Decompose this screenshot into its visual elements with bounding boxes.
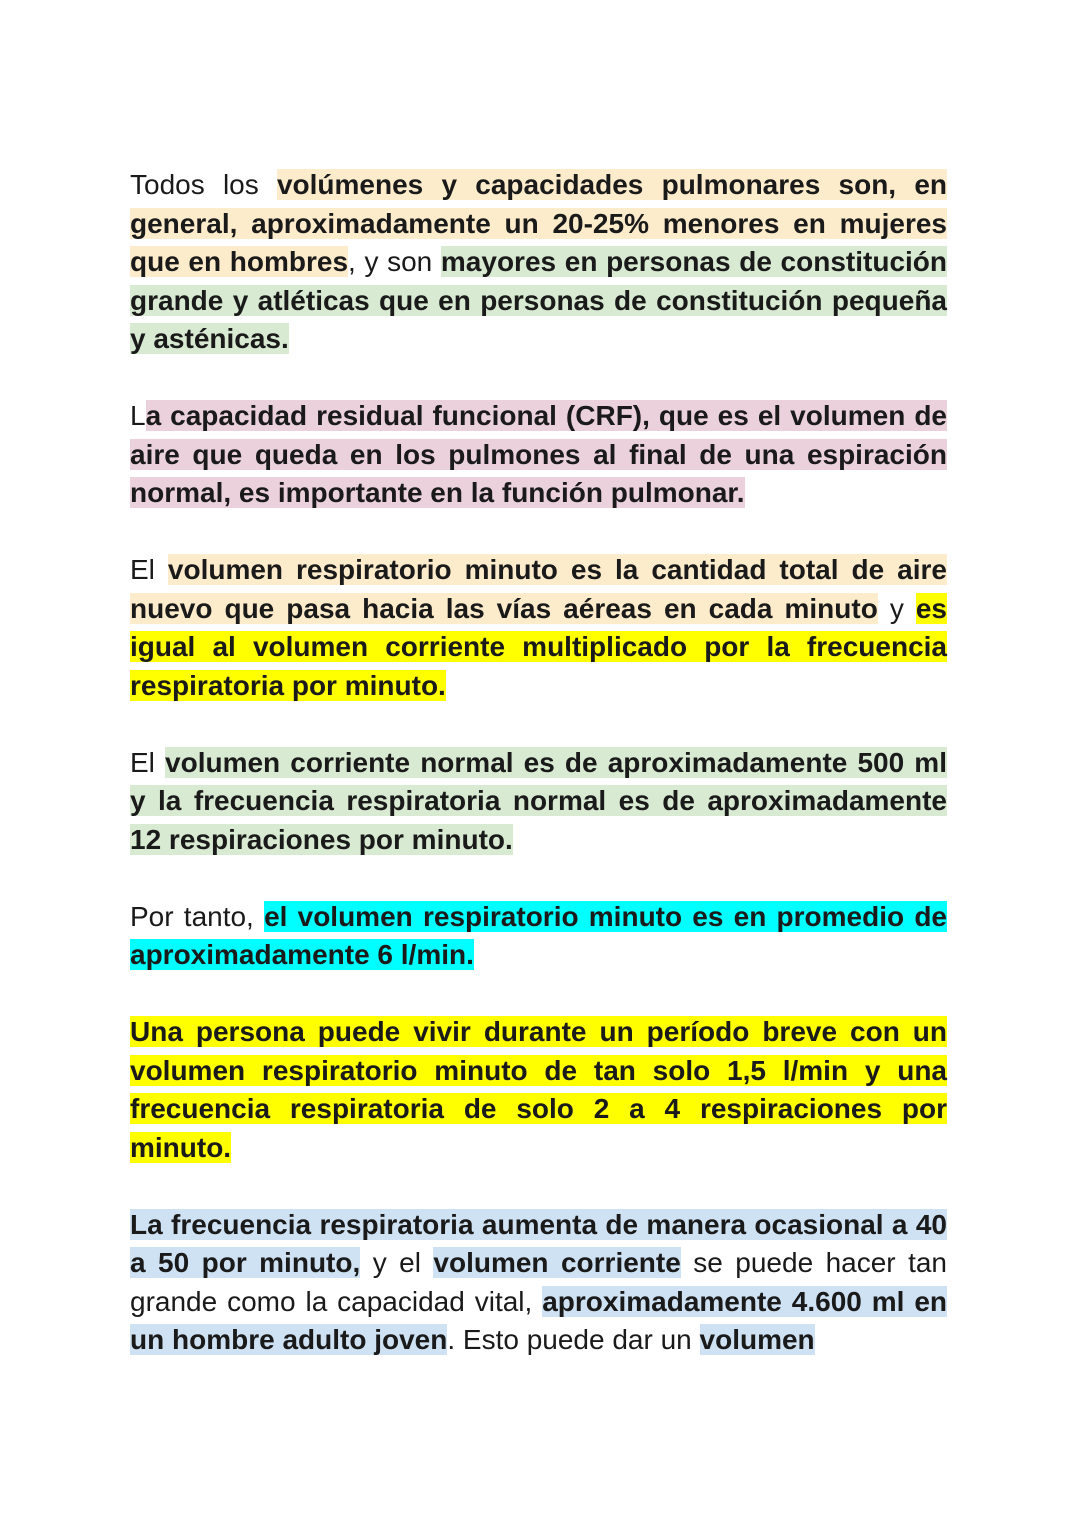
highlighted-text: volumen	[699, 1324, 815, 1355]
paragraph-minimum	[130, 1013, 947, 1167]
highlighted-text: es igual al volumen corriente multiplicado por la frecuencia respiratoria por minuto.	[130, 592, 948, 701]
paragraph-tidal-volume	[130, 744, 947, 860]
highlighted-text: volúmenes y capacidades pulmonares son, en general, aproximadamente un 20-25% menores en mujeres que en hombres	[130, 169, 947, 277]
text-segment: Todos los	[130, 169, 277, 200]
text-segment: y	[877, 592, 916, 624]
highlighted-text: volumen corriente	[433, 1247, 681, 1278]
text-segment: ,	[348, 246, 356, 277]
text-segment: se puede hacer tan grande como la capacidad vital,	[130, 1247, 948, 1317]
document-page	[130, 166, 947, 1398]
paragraph-average	[130, 898, 947, 975]
text-segment: y son	[355, 246, 441, 277]
highlighted-text: Una persona puede vivir durante un período breve con un volumen respiratorio minuto de tan solo 1,5 l/min y una frecuencia respiratoria de solo 2 a 4 respiraciones por minuto.	[130, 1016, 947, 1163]
text-segment: y el	[360, 1247, 434, 1278]
text-segment: Por tanto,	[130, 900, 265, 932]
text-segment: . Esto puede dar un	[447, 1324, 700, 1355]
text-segment: El	[130, 746, 166, 778]
paragraph-lung-volumes	[130, 166, 947, 359]
highlighted-text: volumen respiratorio minuto es la cantidad total de aire nuevo que pasa hacia las vías aéreas en cada minuto	[130, 554, 947, 624]
paragraph-max-frequency	[130, 1206, 947, 1360]
paragraph-crf	[130, 397, 947, 513]
highlighted-text: mayores en personas de constitución grande y atléticas que en personas de constitución pequeña y asténicas.	[130, 246, 947, 354]
highlighted-text: a capacidad residual funcional (CRF), que es el volumen de aire que queda en los pulmones al final de una espiración normal, es importante en la función pulmonar.	[130, 400, 947, 508]
highlighted-text: La frecuencia respiratoria aumenta de manera ocasional a 40 a 50 por minuto,	[130, 1208, 947, 1278]
paragraph-minute-volume	[130, 551, 947, 705]
highlighted-text: el volumen respiratorio minuto es en promedio de aproximadamente 6 l/min.	[130, 900, 948, 970]
text-segment: L	[130, 400, 146, 431]
highlighted-text: aproximadamente 4.600 ml en un hombre adulto joven	[130, 1285, 947, 1355]
text-segment: El	[130, 554, 168, 585]
highlighted-text: volumen corriente normal es de aproximadamente 500 ml y la frecuencia respiratoria normal es de aproximadamente 12 respiraciones por minuto.	[130, 746, 947, 855]
